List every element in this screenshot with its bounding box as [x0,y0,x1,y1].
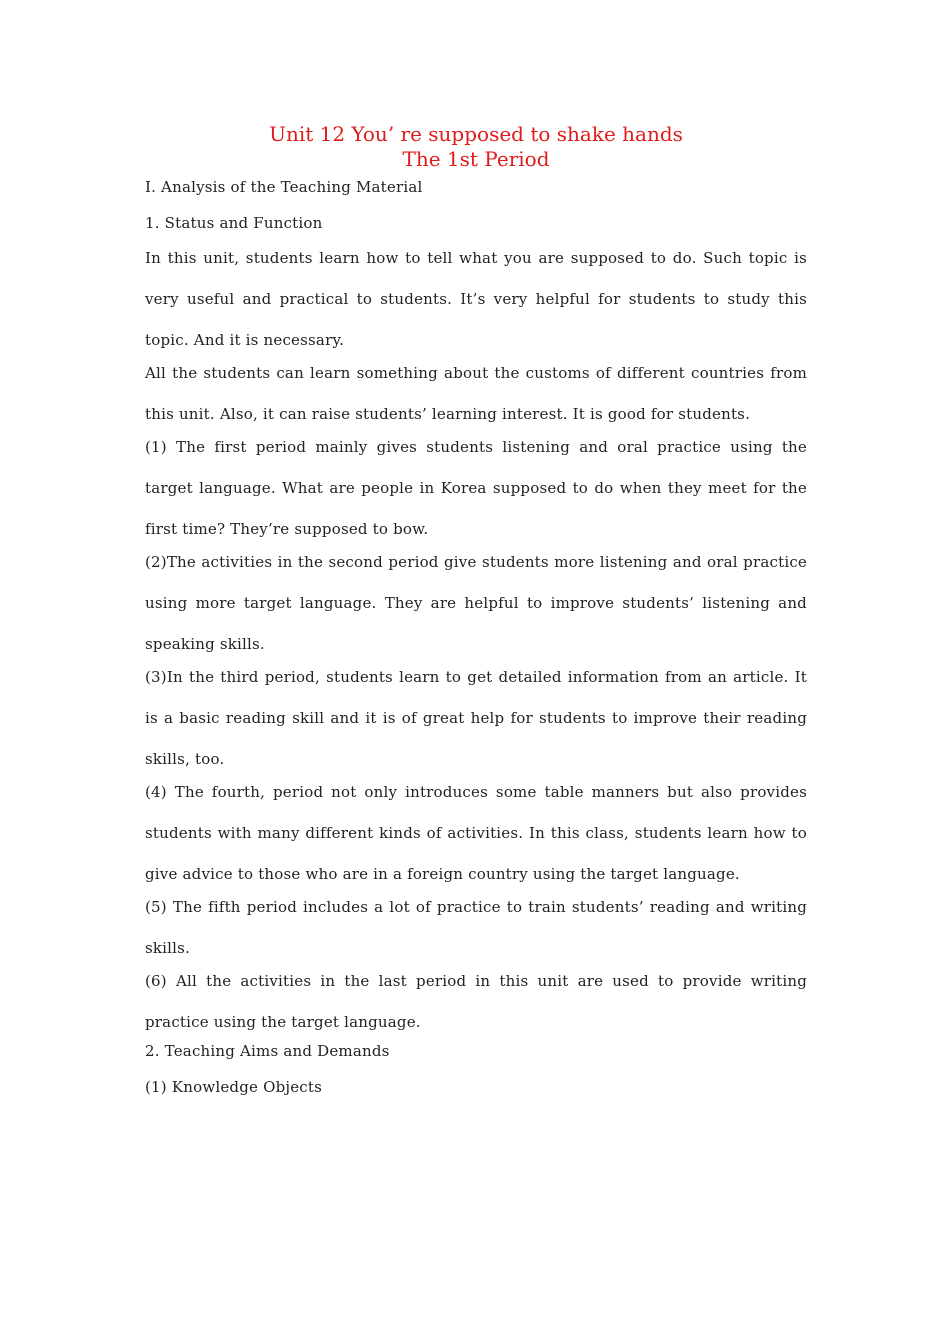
paragraph-intro: In this unit, students learn how to tell what you are supposed to do. Such topic is very useful and practical to students. It’s very helpful for students to study this topic. And it is necessary. [145,249,807,349]
document-title: Unit 12 You’ re supposed to shake hands [269,122,683,146]
subsection-heading-status: 1. Status and Function [145,214,323,232]
paragraph-period-6: (6) All the activities in the last period in this unit are used to provide writing practice using the target language. [145,972,807,1031]
document-body [145,174,807,1110]
paragraph-period-5: (5) The fifth period includes a lot of practice to train students’ reading and writing skills. [145,898,807,957]
list-item-knowledge-objects: (1) Knowledge Objects [145,1078,323,1096]
paragraph-period-1: (1) The first period mainly gives students listening and oral practice using the target language. What are people in Korea supposed to do when they meet for the first time? They’re supposed to bow. [145,438,807,538]
paragraph-period-4: (4) The fourth, period not only introduces some table manners but also provides students with many different kinds of activities. In this class, students learn how to give advice to those who are in a foreign country using the target language. [145,783,807,883]
paragraph-period-3: (3)In the third period, students learn to get detailed information from an article. It is a basic reading skill and it is of great help for students to improve their reading skills, too. [145,668,807,768]
subsection-heading-aims: 2. Teaching Aims and Demands [145,1042,390,1060]
document-subtitle: The 1st Period [402,147,550,171]
section-heading-analysis: Ⅰ. Analysis of the Teaching Material [145,178,423,196]
title-block [133,122,819,172]
paragraph-period-2: (2)The activities in the second period give students more listening and oral practice using more target language. They are helpful to improve students’ listening and speaking skills. [145,553,807,653]
paragraph-customs: All the students can learn something about the customs of different countries from this unit. Also, it can raise students’ learning interest. It is good for students. [145,364,807,423]
document-page [145,122,807,1110]
